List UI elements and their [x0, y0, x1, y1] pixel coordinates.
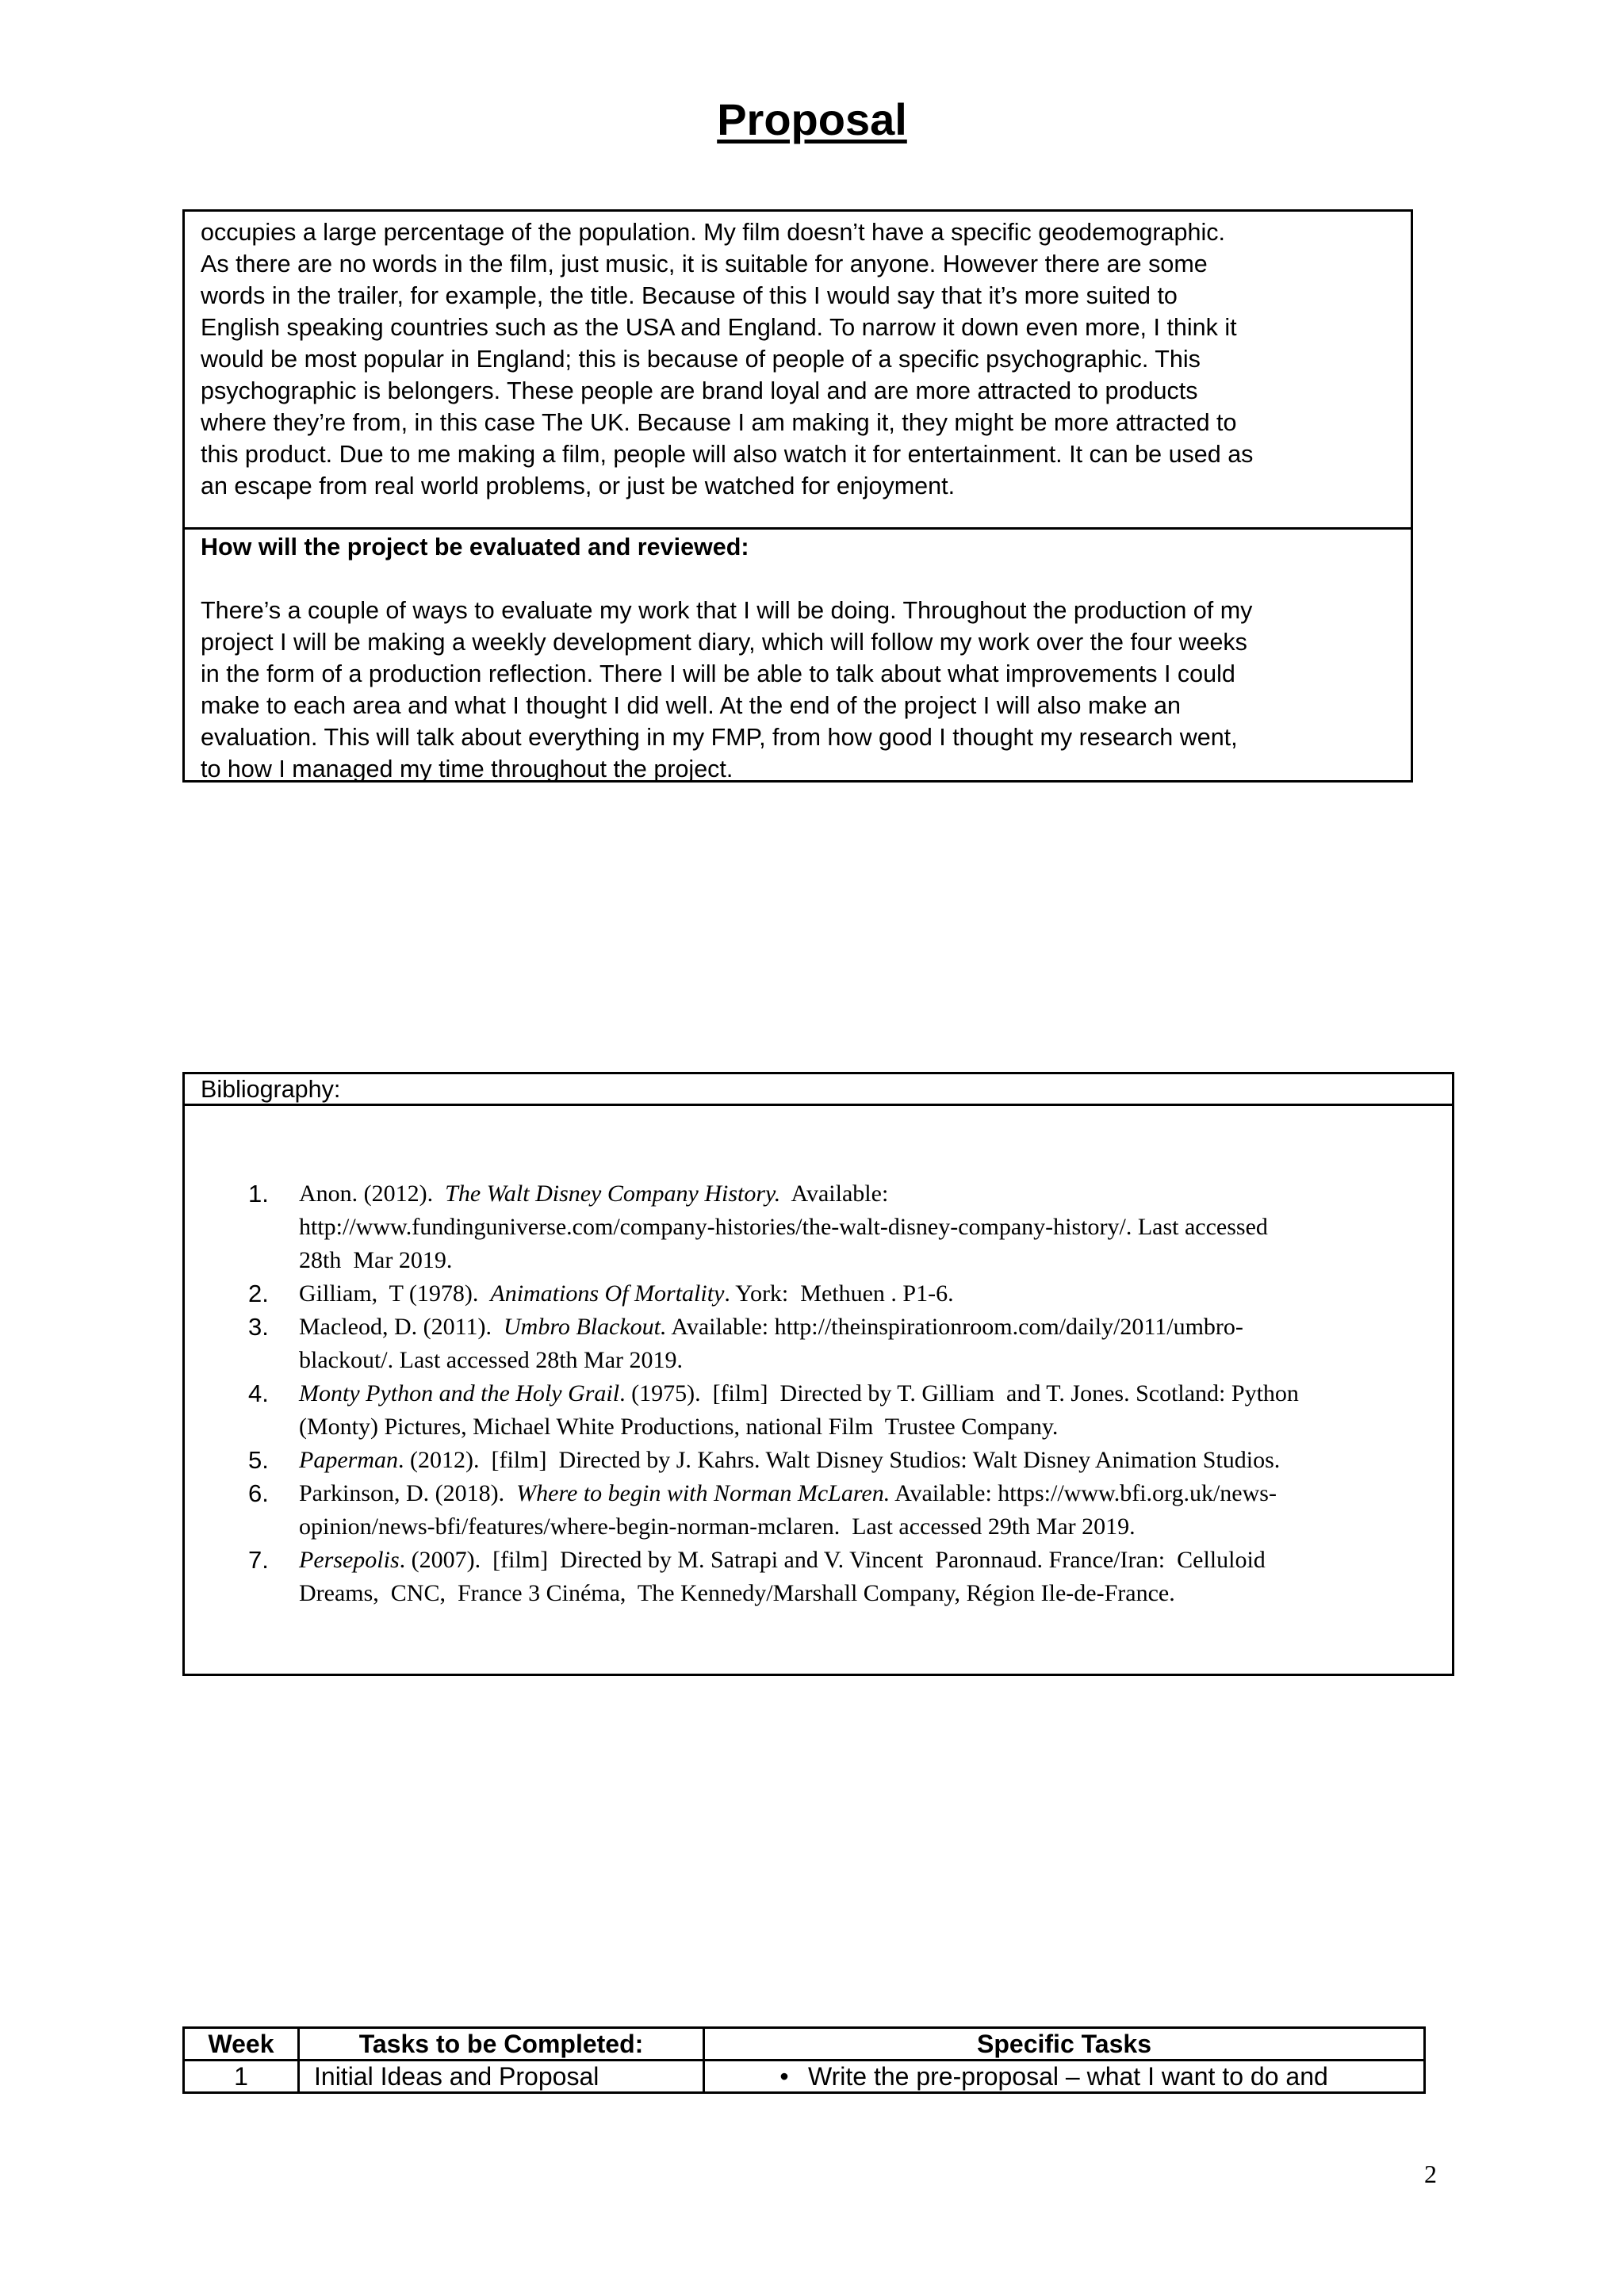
citation-line: [299, 1311, 1452, 1344]
citation-text: Parkinson, D. (2018).: [299, 1480, 517, 1506]
text-line: in the form of a production reflection. There I will be able to talk about what improvements I could: [201, 660, 1235, 687]
text-line: an escape from real world problems, or just be watched for enjoyment.: [201, 473, 956, 499]
citation-line: [299, 1410, 1452, 1444]
evaluation-section: [185, 530, 1411, 785]
citation-line: [299, 1510, 1452, 1544]
citation-text: 28th Mar 2019.: [299, 1247, 453, 1273]
item-number: 6.: [248, 1479, 269, 1507]
proposal-box: [182, 209, 1413, 783]
header-week: Week: [184, 2028, 299, 2061]
citation-line: [299, 1244, 1452, 1277]
specific-cell: [704, 2061, 1425, 2093]
text-line: make to each area and what I thought I did well. At the end of the project I will also make an: [201, 692, 1181, 719]
evaluation-heading: How will the project be evaluated and reviewed:: [201, 534, 749, 561]
citation-line: [299, 1377, 1452, 1410]
citation-text: . (2007). [film] Directed by M. Satrapi and V. Vincent Paronnaud. France/Iran: Celluloid: [399, 1547, 1266, 1573]
specific-text: Write the pre-proposal – what I want to do and: [808, 2062, 1328, 2091]
bibliography-item: [185, 1544, 1452, 1610]
bibliography-item: [185, 1177, 1452, 1277]
citation-text: Available:: [780, 1181, 889, 1207]
citation-title: Umbro Blackout.: [504, 1314, 667, 1340]
text-line: There’s a couple of ways to evaluate my work that I will be doing. Throughout the production of my: [201, 597, 1253, 624]
citation-text: . (2012). [film] Directed by J. Kahrs. Walt Disney Studios: Walt Disney Animation Studios.: [397, 1447, 1281, 1473]
task-cell: Initial Ideas and Proposal: [299, 2061, 704, 2093]
text-line: would be most popular in England; this is because of people of a specific psychographic. This: [201, 346, 1201, 373]
text-line: this product. Due to me making a film, people will also watch it for entertainment. It can be used as: [201, 441, 1254, 468]
item-number: 1.: [248, 1180, 269, 1207]
citation-text: opinion/news-bfi/features/where-begin-norman-mclaren. Last accessed 29th Mar 2019.: [299, 1513, 1136, 1540]
citation-line: [299, 1544, 1452, 1577]
item-number: 3.: [248, 1313, 269, 1341]
citation-title: Where to begin with Norman McLaren.: [516, 1480, 891, 1506]
citation-title: The Walt Disney Company History.: [445, 1181, 781, 1207]
text-line: As there are no words in the film, just music, it is suitable for anyone. However there are some: [201, 251, 1208, 277]
table-row: [184, 2061, 1425, 2093]
item-number: 4.: [248, 1380, 269, 1407]
schedule-header-row: [184, 2028, 1425, 2061]
citation-text: blackout/. Last accessed 28th Mar 2019.: [299, 1347, 684, 1373]
citation-title: Animations Of Mortality: [490, 1280, 725, 1307]
text-line: to how I managed my time throughout the project.: [201, 756, 733, 783]
citation-line: [299, 1477, 1452, 1510]
item-number: 5.: [248, 1446, 269, 1474]
bibliography-item: [185, 1277, 1452, 1311]
header-specific: Specific Tasks: [704, 2028, 1425, 2061]
citation-text: . (1975). [film] Directed by T. Gilliam and T. Jones. Scotland: Python: [619, 1380, 1299, 1406]
schedule-table-wrap: [182, 2026, 1426, 2095]
citation-text: . York: Methuen . P1-6.: [724, 1280, 954, 1307]
citation-text: Gilliam, T (1978).: [299, 1280, 491, 1307]
text-line: occupies a large percentage of the population. My film doesn’t have a specific geodemographic.: [201, 219, 1225, 246]
citation-text: Dreams, CNC, France 3 Cinéma, The Kennedy/Marshall Company, Région Ile-de-France.: [299, 1580, 1175, 1606]
page-title: Proposal: [717, 94, 907, 144]
text-line: psychographic is belongers. These people are brand loyal and are more attracted to products: [201, 377, 1198, 404]
citation-line: [299, 1577, 1452, 1610]
proposal-text: [185, 212, 1411, 530]
page-number: 2: [1424, 2160, 1437, 2188]
citation-text: Macleod, D. (2011).: [299, 1314, 504, 1340]
bibliography-heading: Bibliography:: [185, 1074, 1452, 1106]
citation-line: [299, 1277, 1452, 1311]
schedule-table: [182, 2026, 1426, 2094]
citation-line: [299, 1344, 1452, 1377]
text-line: English speaking countries such as the USA and England. To narrow it down even more, I think it: [201, 314, 1237, 341]
citation-title: Monty Python and the Holy Grail: [299, 1380, 620, 1406]
bibliography-item: [185, 1311, 1452, 1377]
bullet-icon: •: [779, 2062, 789, 2091]
citation-line: [299, 1211, 1452, 1244]
text-line: project I will be making a weekly development diary, which will follow my work over the four weeks: [201, 629, 1247, 656]
citation-text: Available: http://theinspirationroom.com/daily/2011/umbro-: [666, 1314, 1243, 1340]
bibliography-list: [185, 1177, 1452, 1610]
bibliography-item: [185, 1477, 1452, 1544]
citation-text: http://www.fundinguniverse.com/company-histories/the-walt-disney-company-history/. Last accessed: [299, 1214, 1268, 1240]
text-line: evaluation. This will talk about everything in my FMP, from how good I thought my research went,: [201, 724, 1238, 751]
citation-title: Persepolis: [299, 1547, 400, 1573]
citation-line: [299, 1444, 1452, 1477]
week-cell: 1: [184, 2061, 299, 2093]
bibliography-box: [182, 1072, 1454, 1676]
text-line: where they’re from, in this case The UK. Because I am making it, they might be more attracted to: [201, 409, 1237, 436]
item-number: 7.: [248, 1546, 269, 1574]
item-number: 2.: [248, 1280, 269, 1307]
citation-line: [299, 1177, 1452, 1211]
citation-text: (Monty) Pictures, Michael White Productions, national Film Trustee Company.: [299, 1414, 1059, 1440]
citation-title: Paperman: [299, 1447, 398, 1473]
text-line: words in the trailer, for example, the title. Because of this I would say that it’s more suited to: [201, 282, 1178, 309]
bibliography-item: [185, 1377, 1452, 1444]
citation-text: Available: https://www.bfi.org.uk/news-: [890, 1480, 1277, 1506]
bibliography-item: [185, 1444, 1452, 1477]
header-tasks: Tasks to be Completed:: [299, 2028, 704, 2061]
citation-text: Anon. (2012).: [299, 1181, 446, 1207]
